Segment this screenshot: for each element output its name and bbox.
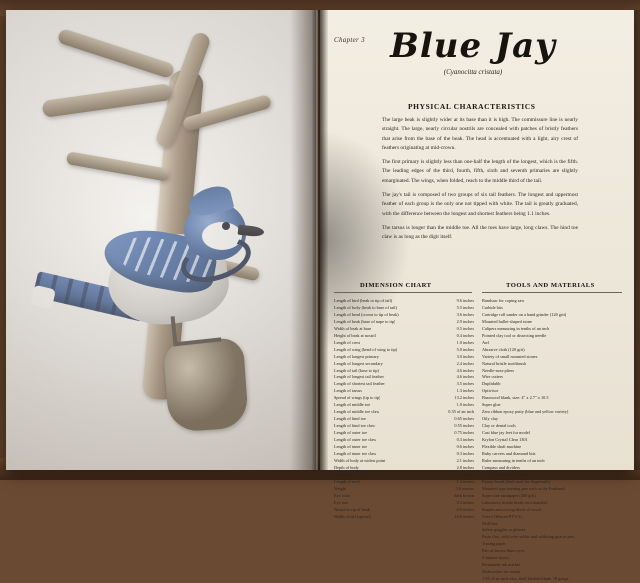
dimension-value: 13.2 inches: [454, 395, 474, 401]
dimension-value: 1.0 inches: [456, 402, 474, 408]
open-book: [6, 10, 634, 582]
tool-item: V-tool (Warren PTV-2): [482, 513, 522, 519]
dimension-value: 10.6 inches: [454, 513, 474, 519]
dimension-row: [334, 409, 474, 416]
divider-left: [334, 292, 472, 293]
dimension-row: [334, 361, 474, 368]
dimension-value: 0.4 inches: [456, 332, 474, 338]
tool-item: Cast blue jay feet for model: [482, 430, 530, 436]
tool-item: Pointed clay tool or dissecting needle: [482, 332, 547, 338]
dimension-label: Length of bird (beak to tip of tail): [334, 298, 393, 303]
chapter-label: Chapter 3: [334, 36, 365, 44]
dimension-label: Nostril to tip of beak: [334, 506, 370, 512]
dimension-value: 1.3 inches: [456, 388, 474, 394]
dimension-value: 3.0 inches: [456, 353, 474, 359]
tool-item: Super fine sandpaper (400 grit): [482, 492, 536, 498]
dimension-value: 4.6 inches: [456, 374, 474, 380]
tool-item: Super glue: [482, 402, 501, 408]
dimension-chart-heading: DIMENSION CHART: [360, 282, 432, 289]
tool-item: Optivisor: [482, 388, 499, 394]
dimension-value: 2.4 inches: [456, 360, 474, 366]
dimension-row: [334, 402, 474, 409]
paragraph: The jay's tail is composed of two groups of six tail feathers. The longest and uppermost feather of each group is the only one not tipped with white. The tail is greatly graduated, with the difference between the longest and shortest feathers being 1.1 inches.: [382, 192, 578, 217]
dimension-value: dark brown: [454, 492, 474, 498]
right-page-gutter-shadow: [634, 10, 640, 470]
dimension-row: [334, 451, 474, 458]
divider-right: [482, 292, 622, 293]
tools-and-materials-list: [482, 298, 622, 583]
tool-item: Awl: [482, 339, 490, 345]
physical-characteristics-body: [382, 116, 578, 248]
dimension-label: Circumference of body: [334, 471, 374, 477]
dimension-label: Eye size: [334, 499, 349, 505]
tools-and-materials-heading: TOOLS AND MATERIALS: [506, 282, 595, 289]
tool-item: Natural bristle toothbrush: [482, 360, 527, 366]
dimension-row: [334, 444, 474, 451]
tool-item: Gouge, knives and chisels: [482, 471, 527, 477]
paragraph: The large beak is slightly wider at its base than it is high. The commissure line is nearly straight. The large, nearly circular nostrils are concealed with patches of bristly feathers that arise from the base of the beak. The head is accentuated with a light, airy crest of feathers originating at mid-crown.: [382, 117, 578, 151]
tool-item: Emery board (kind used for fingernails): [482, 478, 551, 484]
tool-item: Laboratory bristle brush on a mandrel: [482, 499, 548, 505]
tool-item: Clay or dental tools: [482, 423, 516, 429]
tool-item: Carbide bits: [482, 304, 503, 310]
dimension-row: [334, 465, 474, 472]
dimension-value: 3.0 ounces: [455, 485, 474, 491]
tool-item: Wire cutters: [482, 374, 503, 380]
tool-item: Ruler measuring in tenths of an inch: [482, 457, 545, 463]
tool-item: Cartridge roll sander on a hand grinder (120 grit): [482, 311, 567, 317]
dimension-label: Length of neck: [334, 478, 361, 484]
dimension-label: Length of beak (base of nape to tip): [334, 318, 396, 324]
dimension-label: Length of inner toe: [334, 444, 368, 450]
tool-item: Flexible shaft machine: [482, 444, 522, 450]
dimension-row: [334, 305, 474, 312]
tool-item: Basswood blank, size: 4" x 2.7" x 10.5: [482, 395, 549, 401]
dimension-row: [334, 298, 474, 305]
dimension-label: Width of beak at base: [334, 325, 372, 331]
tool-item: Duplidubb: [482, 381, 501, 387]
paragraph: The tarsus is longer than the middle toe. All the toes have large, long claws. The hind toe claw is as long as the digit itself.: [382, 224, 578, 241]
dimension-row: [334, 486, 474, 493]
tool-item: Compass and dividers: [482, 464, 520, 470]
dimension-row: [334, 368, 474, 375]
dimension-label: Length of longest secondary: [334, 360, 383, 366]
dimension-label: Length of crest: [334, 339, 361, 345]
dimension-label: Length of tarsus: [334, 388, 362, 394]
dimension-row: [334, 430, 474, 437]
dimension-row: [334, 312, 474, 319]
dimension-value: 0.3 inches: [456, 450, 474, 456]
dimension-value: 0.9 inches: [456, 506, 474, 512]
dimension-value: 1.0 inches: [456, 339, 474, 345]
dimension-row: [334, 500, 474, 507]
dimension-row: [334, 507, 474, 514]
dimension-label: Width of body at widest point: [334, 457, 386, 463]
dimension-row: [334, 437, 474, 444]
dimension-label: Depth of body: [334, 464, 359, 470]
dimension-row: [334, 416, 474, 423]
tool-item: Paste flux, solid wire solder and soldering gun or pen: [482, 534, 574, 540]
tool-item: Permanent ink marker: [482, 562, 521, 568]
dimension-row: [334, 514, 474, 521]
dimension-label: Length of middle toe claw: [334, 409, 380, 415]
blue-jay-photograph: [6, 10, 318, 470]
photo-vignette: [6, 10, 318, 470]
dimension-value: 0.3 inches: [456, 437, 474, 443]
dimension-label: Length of longest primary: [334, 353, 379, 359]
dimension-row: [334, 326, 474, 333]
tool-item: Krylon Crystal Clear 1301: [482, 437, 528, 443]
dimension-label: Weight: [334, 485, 347, 491]
paragraph: The first primary is slightly less than one-half the length of the longest, which is the fifth. The leading edges of the third, fourth, fifth, sixth and seventh primaries are slightly emarginated. The wings, when folded, reach to the middle third of the tail.: [382, 159, 578, 184]
dimension-value: 2.8 inches: [456, 464, 474, 470]
dimension-value: 2.1 inches: [456, 457, 474, 463]
dimension-value: 0.55 inches: [454, 423, 474, 429]
tool-item: Zero ribbon epoxy putty (blue and yellow variety): [482, 409, 569, 415]
dimension-label: Length of tail (base to tip): [334, 367, 379, 373]
right-page: [320, 10, 634, 582]
dimension-value: 0.35 of an inch: [448, 409, 474, 415]
dimension-value: 0.5 inches: [456, 325, 474, 331]
dimension-value: 3.5 inches: [456, 381, 474, 387]
page-title: Blue Jay: [390, 26, 556, 66]
dimension-row: [334, 319, 474, 326]
dimension-label: Length of inner toe claw: [334, 450, 377, 456]
dimension-label: Length of outer toe claw: [334, 437, 377, 443]
tool-item: Oily clay: [482, 416, 498, 422]
dimension-row: [334, 493, 474, 500]
dimension-value: 9.6 inches: [456, 298, 474, 303]
dimension-value: 4.6 inches: [456, 367, 474, 373]
dimension-row: [334, 347, 474, 354]
dimension-chart-list: [334, 298, 474, 521]
tool-item: Abrasive cloth (120 grit): [482, 346, 525, 352]
dimension-label: Length of wing (bend of wing to tip): [334, 346, 398, 352]
tool-item: Needle-nose pliers: [482, 367, 515, 373]
dimension-row: [334, 381, 474, 388]
dimension-value: 0.75 inches: [454, 430, 474, 436]
dimension-row: [334, 458, 474, 465]
physical-characteristics-heading: PHYSICAL CHARACTERISTICS: [408, 102, 536, 111]
dimension-row: [334, 388, 474, 395]
tool-item: Calipers measuring in tenths of an inch: [482, 325, 550, 331]
dimension-value: 0.6 inches: [456, 444, 474, 450]
dimension-value: 1.4 inches: [456, 478, 474, 484]
dimension-label: Height of beak at nostril: [334, 332, 376, 338]
book-gutter: [312, 10, 328, 470]
dimension-value: 2.9 inches: [456, 318, 474, 324]
dimension-label: Width of tail (spread): [334, 513, 371, 519]
dimension-label: Length of longest tail feather: [334, 374, 384, 380]
dimension-label: Length of head (crown to tip of beak): [334, 311, 399, 317]
dimension-row: [334, 333, 474, 340]
latin-name: (Cyanocitta cristata): [443, 68, 503, 76]
tool-item: 1/16 of an inch wire, steel kitchen blade, 18 gauge: [482, 576, 569, 582]
dimension-label: Length of hind toe claw: [334, 423, 376, 429]
dimension-label: Eye color: [334, 492, 351, 498]
tool-item: Bandsaw for coping saw: [482, 298, 525, 303]
dimension-label: Spread of wings (tip to tip): [334, 395, 381, 401]
dimension-row: [334, 374, 474, 381]
dimension-value: 3.6 inches: [456, 311, 474, 317]
dimension-value: 0.3 inches: [456, 499, 474, 505]
tool-item: Variety of small mounted stones: [482, 353, 538, 359]
tool-item: Mounted type burning pen such as the Freehand: [482, 485, 565, 491]
dimension-label: Length of shortest tail feather: [334, 381, 385, 387]
tool-item: Ruby carvers and diamond bits: [482, 450, 536, 456]
tool-item: Tracing paper: [482, 541, 506, 547]
tool-item: 5-minute epoxy: [482, 555, 510, 561]
dimension-label: Length of outer toe: [334, 430, 368, 436]
dimension-label: Length of middle toe: [334, 402, 371, 408]
dimension-row: [334, 472, 474, 479]
tool-item: Drill bits: [482, 520, 498, 526]
dimension-value: 5.5 inches: [456, 304, 474, 310]
dimension-value: 5.0 inches: [456, 346, 474, 352]
dimension-row: [334, 340, 474, 347]
dimension-value: 0.65 inches: [454, 416, 474, 422]
tool-item: Mounted bullet-shaped stone: [482, 318, 532, 324]
tool-item: Safety goggles or glasses: [482, 527, 526, 533]
dimension-row: [334, 354, 474, 361]
tool-item: Pair of brown 8mm eyes: [482, 548, 525, 554]
dimension-row: [334, 395, 474, 402]
tool-item: Dishwasher for mount: [482, 569, 521, 575]
tool-item: Staples and a scrap block of wood: [482, 506, 541, 512]
dimension-value: 7.4 inches: [456, 471, 474, 477]
dimension-row: [334, 423, 474, 430]
dimension-label: Length of hind toe: [334, 416, 366, 422]
dimension-label: Length of body (beak to base of tail): [334, 304, 397, 310]
left-page: [6, 10, 318, 470]
